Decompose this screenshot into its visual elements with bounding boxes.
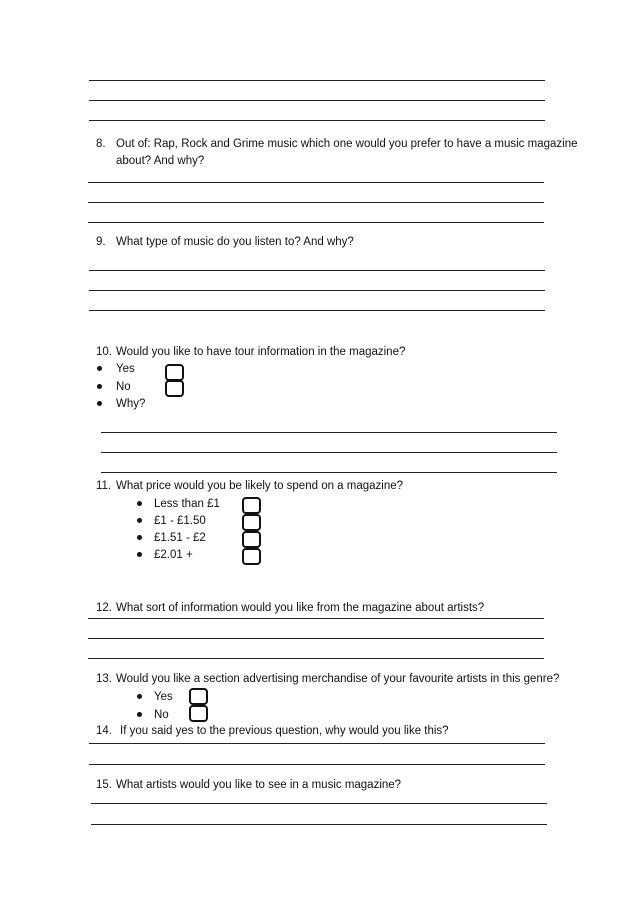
- bullet-icon: [137, 712, 142, 717]
- price-checkbox[interactable]: [242, 548, 261, 565]
- answer-line[interactable]: [89, 290, 545, 291]
- question-text: Would you like to have tour information in the magazine?: [116, 346, 406, 358]
- answer-line[interactable]: [89, 310, 545, 311]
- question-text: What sort of information would you like from the magazine about artists?: [116, 602, 485, 614]
- question-text: Would you like a section advertising merchandise of your favourite artists in this genre?: [116, 673, 560, 685]
- option-label: Yes: [154, 691, 173, 703]
- question-text: What type of music do you listen to? And why?: [116, 236, 354, 248]
- option-label: Less than £1: [154, 498, 220, 510]
- option-label: Yes: [116, 363, 135, 375]
- answer-line[interactable]: [88, 182, 544, 183]
- answer-line[interactable]: [89, 764, 545, 765]
- price-checkbox[interactable]: [242, 514, 261, 531]
- question-text: Out of: Rap, Rock and Grime music which one would you prefer to have a music magazine: [116, 138, 578, 150]
- bullet-icon: [137, 535, 142, 540]
- option-label: £1 - £1.50: [154, 515, 206, 527]
- answer-line[interactable]: [89, 120, 545, 121]
- answer-line[interactable]: [101, 452, 557, 453]
- answer-line[interactable]: [101, 432, 557, 433]
- answer-line[interactable]: [89, 270, 545, 271]
- question-number: 11.: [96, 480, 112, 492]
- question-text: What artists would you like to see in a music magazine?: [116, 779, 402, 791]
- question-number: 14.: [96, 725, 112, 737]
- option-label: Why?: [116, 398, 146, 410]
- bullet-icon: [97, 401, 102, 406]
- option-label: £2.01 +: [154, 549, 193, 561]
- question-text: about? And why?: [116, 155, 205, 167]
- bullet-icon: [137, 694, 142, 699]
- answer-line[interactable]: [91, 803, 547, 804]
- price-checkbox[interactable]: [242, 531, 261, 548]
- yes-checkbox[interactable]: [189, 688, 208, 705]
- bullet-icon: [97, 366, 102, 371]
- answer-line[interactable]: [89, 100, 545, 101]
- answer-line[interactable]: [89, 743, 545, 744]
- answer-line[interactable]: [88, 222, 544, 223]
- answer-line[interactable]: [88, 658, 544, 659]
- option-label: £1.51 - £2: [154, 532, 206, 544]
- question-text: What price would you be likely to spend on a magazine?: [116, 480, 404, 492]
- bullet-icon: [137, 518, 142, 523]
- no-checkbox[interactable]: [189, 705, 208, 722]
- question-number: 9.: [96, 236, 106, 248]
- yes-checkbox[interactable]: [165, 364, 184, 381]
- question-number: 12.: [96, 602, 112, 614]
- bullet-icon: [137, 552, 142, 557]
- answer-line[interactable]: [88, 202, 544, 203]
- question-number: 10.: [96, 346, 112, 358]
- answer-line[interactable]: [101, 472, 557, 473]
- price-checkbox[interactable]: [242, 497, 261, 514]
- option-label: No: [154, 709, 169, 721]
- answer-line[interactable]: [91, 824, 547, 825]
- option-label: No: [116, 381, 131, 393]
- question-number: 15.: [96, 779, 112, 791]
- no-checkbox[interactable]: [165, 380, 184, 397]
- question-number: 13.: [96, 673, 112, 685]
- answer-line[interactable]: [88, 618, 544, 619]
- bullet-icon: [137, 501, 142, 506]
- bullet-icon: [97, 384, 102, 389]
- answer-line[interactable]: [89, 80, 545, 81]
- answer-line[interactable]: [88, 638, 544, 639]
- question-text: If you said yes to the previous question, why would you like this?: [120, 725, 449, 737]
- question-number: 8.: [96, 138, 106, 150]
